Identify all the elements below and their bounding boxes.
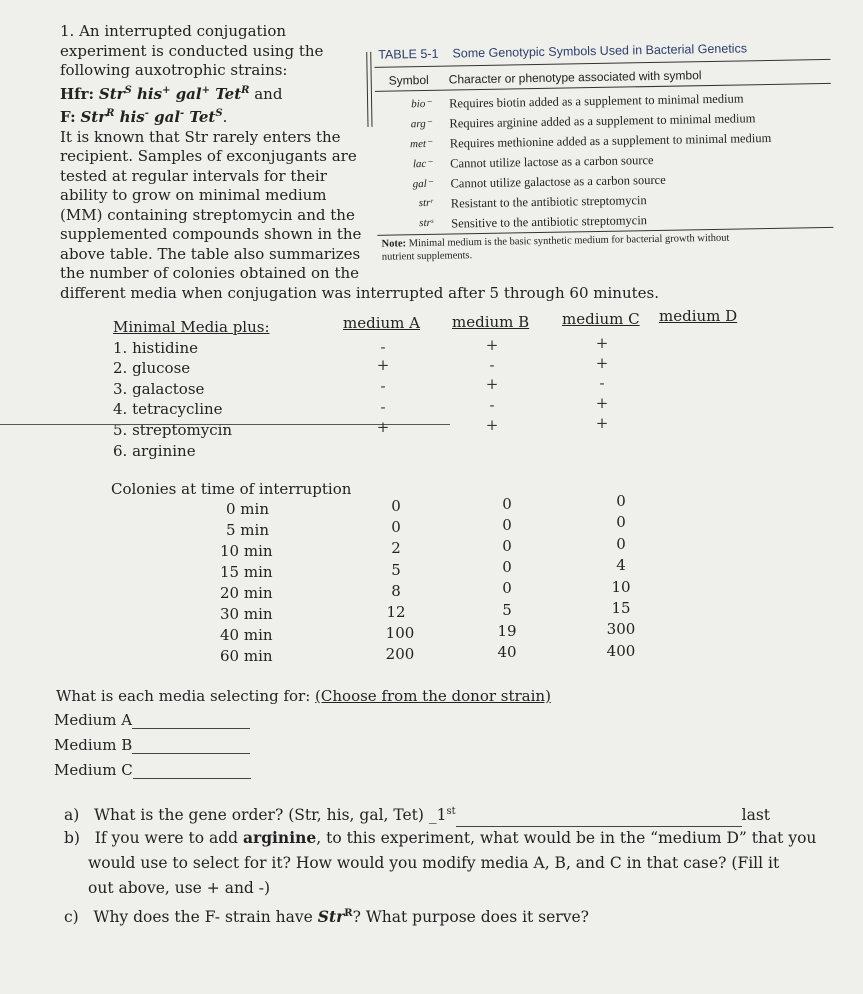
- colony-count-b: 0: [502, 516, 512, 534]
- colony-count-a: 0: [391, 518, 401, 536]
- question-b-line2: would use to select for it? How would you modify media A, B, and C in that case? (Fill it: [88, 854, 780, 872]
- table-number: TABLE 5-1: [378, 46, 439, 62]
- table-note: [381, 232, 729, 264]
- symbol-cell: met⁻: [410, 137, 432, 151]
- header-character: Character or phenotype associated with symbol: [448, 68, 702, 87]
- colony-count-c: 300: [606, 620, 636, 638]
- medium-c-header: medium C: [562, 310, 640, 328]
- sign-cell: -: [380, 377, 386, 395]
- question-b-bold: arginine: [243, 828, 317, 847]
- table-margin-bar: [366, 52, 372, 127]
- medium-a-header: medium A: [343, 314, 420, 332]
- question-b-label: b): [64, 829, 80, 847]
- question-a-text: What is the gene order? (Str, his, gal, Tet) _1: [94, 806, 447, 825]
- colony-count-a: 5: [391, 561, 401, 579]
- desc-cell: Cannot utilize galactose as a carbon source: [450, 172, 666, 191]
- symbol-cell: arg⁻: [410, 117, 432, 131]
- f-genotype-line: F: Str$^R$ his- gal- Tet$^S$.: [60, 108, 228, 126]
- question-c-text-cont: ? What purpose does it serve?: [352, 908, 589, 927]
- medium-b-header: medium B: [452, 313, 530, 331]
- sign-cell: +: [485, 375, 499, 393]
- sign-cell: +: [595, 394, 609, 412]
- time-label: 0 min: [226, 500, 269, 518]
- medium-a-answer: [54, 711, 250, 729]
- colony-count-b: 40: [497, 643, 517, 661]
- gene-gal: gal: [154, 108, 181, 126]
- allele: S: [215, 108, 223, 119]
- body-line: supplemented compounds shown in the: [60, 225, 362, 243]
- body-line: above table. The table also summarizes: [60, 244, 361, 263]
- question-b-text-cont: , to this experiment, what would be in the “medium D” that you: [316, 829, 817, 847]
- colony-count-b: 5: [502, 601, 512, 619]
- sign-cell: +: [376, 418, 390, 436]
- symbol-cell: strˢ: [419, 216, 434, 230]
- last-label: last: [741, 806, 771, 825]
- media-row-header: Minimal Media plus:: [113, 318, 270, 336]
- sign-cell: -: [599, 374, 605, 392]
- genotype-symbols-table: [366, 32, 848, 265]
- allele: +: [201, 84, 210, 96]
- desc-cell: Cannot utilize lactose as a carbon source: [450, 153, 654, 171]
- body-line: different media when conjugation was interrupted after 5 through 60 minutes.: [60, 283, 659, 302]
- note-label: Note:: [381, 238, 407, 250]
- time-label: 5 min: [226, 521, 269, 539]
- colony-count-c: 4: [616, 556, 626, 574]
- sign-cell: -: [489, 396, 495, 414]
- colonies-header: Colonies at time of interruption: [111, 480, 352, 498]
- colony-count-a: 12: [386, 603, 406, 621]
- desc-cell: Resistant to the antibiotic streptomycin: [450, 193, 647, 211]
- selection-question: [56, 687, 551, 705]
- sign-cell: -: [489, 356, 495, 374]
- colony-count-b: 0: [502, 537, 512, 555]
- sign-cell: +: [485, 336, 499, 354]
- note-text: Minimal medium is the basic synthetic medium for bacterial growth without: [408, 232, 730, 250]
- intro-line: experiment is conducted using the: [60, 41, 324, 60]
- medium-b-blank[interactable]: [132, 736, 250, 754]
- medium-b-answer: [54, 736, 250, 754]
- gene-str: Str: [98, 84, 125, 103]
- body-line: tested at regular intervals for their: [60, 166, 327, 185]
- gene-str: Str: [80, 108, 107, 126]
- medium-a-blank[interactable]: [132, 711, 250, 729]
- time-label: 30 min: [220, 605, 273, 623]
- gene-his: his: [137, 84, 163, 103]
- question-c-label: c): [64, 908, 79, 927]
- question-b: [64, 826, 816, 850]
- medium-b-label: Medium B: [54, 736, 133, 754]
- medium-c-answer: [54, 761, 251, 779]
- sign-cell: -: [380, 338, 386, 356]
- medium-a-label: Medium A: [54, 711, 133, 729]
- table-title: [378, 41, 747, 61]
- symbol-cell: bio⁻: [411, 97, 432, 111]
- colony-count-b: 0: [502, 558, 512, 576]
- sign-cell: +: [485, 416, 499, 434]
- question-c-text: Why does the F- strain have: [93, 908, 318, 927]
- colony-count-c: 0: [616, 513, 626, 531]
- header-symbol: Symbol: [388, 72, 429, 88]
- body-line: the number of colonies obtained on the: [60, 264, 360, 282]
- supplement-item: 6. arginine: [113, 442, 196, 460]
- time-label: 10 min: [220, 542, 273, 560]
- colony-count-c: 10: [611, 578, 631, 596]
- allele: R: [241, 84, 250, 96]
- symbol-cell: gal⁻: [412, 177, 433, 191]
- colony-count-b: 19: [497, 622, 517, 640]
- gene-order-blank[interactable]: [456, 808, 742, 827]
- note-text-cont: nutrient supplements.: [381, 250, 473, 263]
- question-c: [64, 902, 589, 929]
- selection-question-text: What is each media selecting for:: [56, 687, 311, 705]
- supplement-item: 1. histidine: [113, 339, 198, 357]
- table-rule: [375, 83, 831, 92]
- conjunction: and: [254, 84, 283, 103]
- question-a: [64, 800, 770, 827]
- question-b-text: If you were to add: [94, 829, 243, 847]
- colony-count-a: 200: [385, 645, 415, 663]
- time-label: 60 min: [220, 647, 273, 665]
- colony-count-b: 0: [502, 579, 512, 597]
- sign-cell: +: [595, 354, 609, 372]
- supplement-item: 5. streptomycin: [113, 421, 233, 439]
- gene-tet: Tet: [189, 108, 216, 126]
- body-line: It is known that Str rarely enters the: [60, 127, 341, 146]
- supplement-item: 4. tetracycline: [113, 400, 223, 418]
- allele: -: [144, 108, 149, 119]
- gene-his: his: [119, 108, 145, 126]
- body-line: (MM) containing streptomycin and the: [60, 205, 355, 224]
- colony-count-c: 15: [611, 599, 631, 617]
- allele: -: [180, 108, 185, 119]
- time-label: 15 min: [220, 563, 273, 581]
- colony-count-a: 8: [391, 582, 401, 600]
- gene-tet: Tet: [215, 84, 242, 103]
- gene-gal: gal: [175, 84, 202, 103]
- symbol-cell: lac⁻: [412, 157, 433, 171]
- desc-cell: Sensitive to the antibiotic streptomycin: [451, 213, 648, 231]
- supplement-item: 3. galactose: [113, 380, 205, 398]
- question-b-line3: out above, use + and -): [88, 879, 271, 897]
- sign-cell: +: [595, 414, 609, 432]
- colony-count-b: 0: [502, 495, 512, 513]
- sign-cell: +: [595, 334, 609, 352]
- intro-line: 1. An interrupted conjugation: [60, 22, 287, 40]
- colony-count-c: 0: [616, 535, 626, 553]
- supplement-item: 2. glucose: [113, 359, 191, 377]
- body-line: ability to grow on minimal medium: [60, 186, 327, 204]
- desc-cell: Requires biotin added as a supplement to minimal medium: [448, 91, 744, 111]
- sign-cell: +: [376, 356, 390, 374]
- desc-cell: Requires methionine added as a supplement to minimal medium: [449, 130, 772, 151]
- hfr-label: Hfr:: [60, 84, 95, 103]
- sign-cell: -: [380, 398, 386, 416]
- medium-d-header: medium D: [659, 307, 738, 325]
- ordinal-suffix: st: [446, 806, 456, 817]
- colony-count-c: 0: [616, 492, 626, 510]
- question-c-bold: Str: [317, 907, 345, 927]
- colony-count-a: 100: [385, 624, 415, 642]
- medium-c-blank[interactable]: [133, 761, 251, 779]
- allele: S: [124, 84, 132, 96]
- body-line: recipient. Samples of exconjugants are: [60, 147, 357, 165]
- period: .: [222, 108, 228, 126]
- medium-c-label: Medium C: [54, 761, 133, 779]
- allele: +: [162, 84, 171, 96]
- colony-count-a: 2: [391, 539, 401, 557]
- question-c-sup: R: [344, 908, 353, 919]
- desc-cell: Requires arginine added as a supplement to minimal medium: [449, 111, 756, 131]
- question-a-label: a): [64, 806, 80, 825]
- time-label: 20 min: [220, 584, 273, 602]
- intro-line: following auxotrophic strains:: [60, 61, 288, 79]
- allele: R: [106, 108, 115, 119]
- symbol-cell: strʳ: [418, 196, 433, 210]
- selection-hint: (Choose from the donor strain): [315, 687, 551, 705]
- colony-count-a: 0: [391, 497, 401, 515]
- f-label: F: [60, 108, 71, 126]
- colony-count-c: 400: [606, 642, 636, 660]
- table-caption: Some Genotypic Symbols Used in Bacterial Genetics: [452, 41, 748, 61]
- time-label: 40 min: [220, 626, 273, 644]
